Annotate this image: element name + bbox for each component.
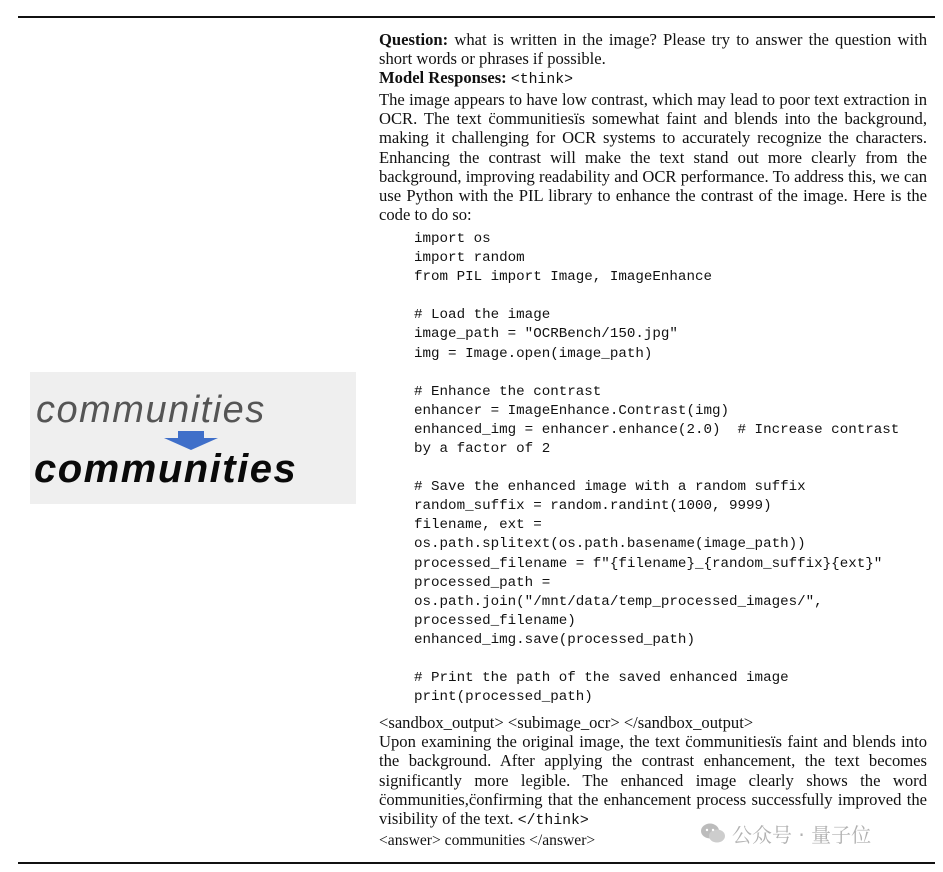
code-line: processed_filename = f"{filename}_{random_suffix}{ext}" — [414, 555, 883, 572]
code-line: from PIL import Image, ImageEnhance — [414, 269, 712, 286]
code-line: os.path.splitext(os.path.basename(image_path)) — [414, 536, 806, 553]
code-line: os.path.join("/mnt/data/temp_processed_images/", — [414, 593, 823, 610]
watermark — [700, 818, 871, 848]
model-label: Model Responses: — [379, 68, 507, 88]
code-line: import os — [414, 230, 491, 247]
reasoning-paragraph: The image appears to have low contrast, which may lead to poor text extraction in OCR. The text c̈ommunitiesïs somewhat faint and blends into the background, making it challenging for OCR systems to accurately recognize the characters. Enhancing the contrast will make the text stand out more clearly from the background, improving readability and OCR performance. To address this, we can use Python with the PIL library to enhance the contrast of the image. Here is the code to do so: — [379, 90, 927, 224]
code-line: enhancer = ImageEnhance.Contrast(img) — [414, 402, 730, 419]
code-line: enhanced_img.save(processed_path) — [414, 631, 695, 648]
conclusion-text: Upon examining the original image, the text c̈ommunitiesïs faint and blends into the background. After applying the contrast enhancement, the text becomes significantly more legible. The enhanced image clearly shows the word c̈ommunities,c̈onfirming that the enhancement process successfully improved the visibility of the text. — [379, 732, 927, 828]
code-line: # Save the enhanced image with a random suffix — [414, 479, 806, 496]
code-line: # Enhance the contrast — [414, 383, 602, 400]
bottom-rule — [18, 862, 935, 864]
top-rule — [18, 16, 935, 18]
code-line — [414, 459, 927, 478]
code-line: print(processed_path) — [414, 689, 593, 706]
code-line: random_suffix = random.randint(1000, 9999) — [414, 498, 772, 515]
question-paragraph — [379, 30, 927, 68]
code-line: # Print the path of the saved enhanced image — [414, 670, 789, 687]
answer-line: <answer> communities </answer> — [379, 831, 596, 849]
word-enhanced: communities — [34, 447, 298, 491]
code-line — [414, 364, 927, 383]
code-line — [414, 650, 927, 669]
code-line: filename, ext = — [414, 517, 542, 534]
ocr-example-figure — [30, 372, 356, 504]
wechat-icon — [700, 822, 726, 844]
watermark-text: 公众号 · 量子位 — [732, 822, 872, 847]
code-line: processed_filename) — [414, 612, 576, 629]
code-line: img = Image.open(image_path) — [414, 345, 653, 362]
code-line: enhanced_img = enhancer.enhance(2.0) # Increase contrast — [414, 421, 900, 438]
sandbox-output: <sandbox_output> <subimage_ocr> </sandbox_output> — [379, 713, 754, 733]
think-close-tag: </think> — [517, 812, 589, 829]
code-line: processed_path = — [414, 574, 551, 591]
question-text: what is written in the image? Please try to answer the question with short words or phrases if possible. — [379, 30, 927, 69]
ocr-example-svg — [30, 372, 356, 504]
code-line — [414, 287, 927, 306]
code-line: import random — [414, 250, 525, 267]
code-block — [414, 230, 927, 707]
code-line: image_path = "OCRBench/150.jpg" — [414, 326, 678, 343]
think-open-tag: <think> — [510, 72, 574, 89]
word-original: communities — [36, 389, 266, 431]
conclusion-paragraph — [379, 732, 927, 830]
question-label: Question: — [379, 30, 449, 49]
code-line: by a factor of 2 — [414, 440, 551, 457]
response-text — [379, 30, 927, 850]
model-header — [379, 68, 927, 90]
code-line: # Load the image — [414, 307, 551, 324]
